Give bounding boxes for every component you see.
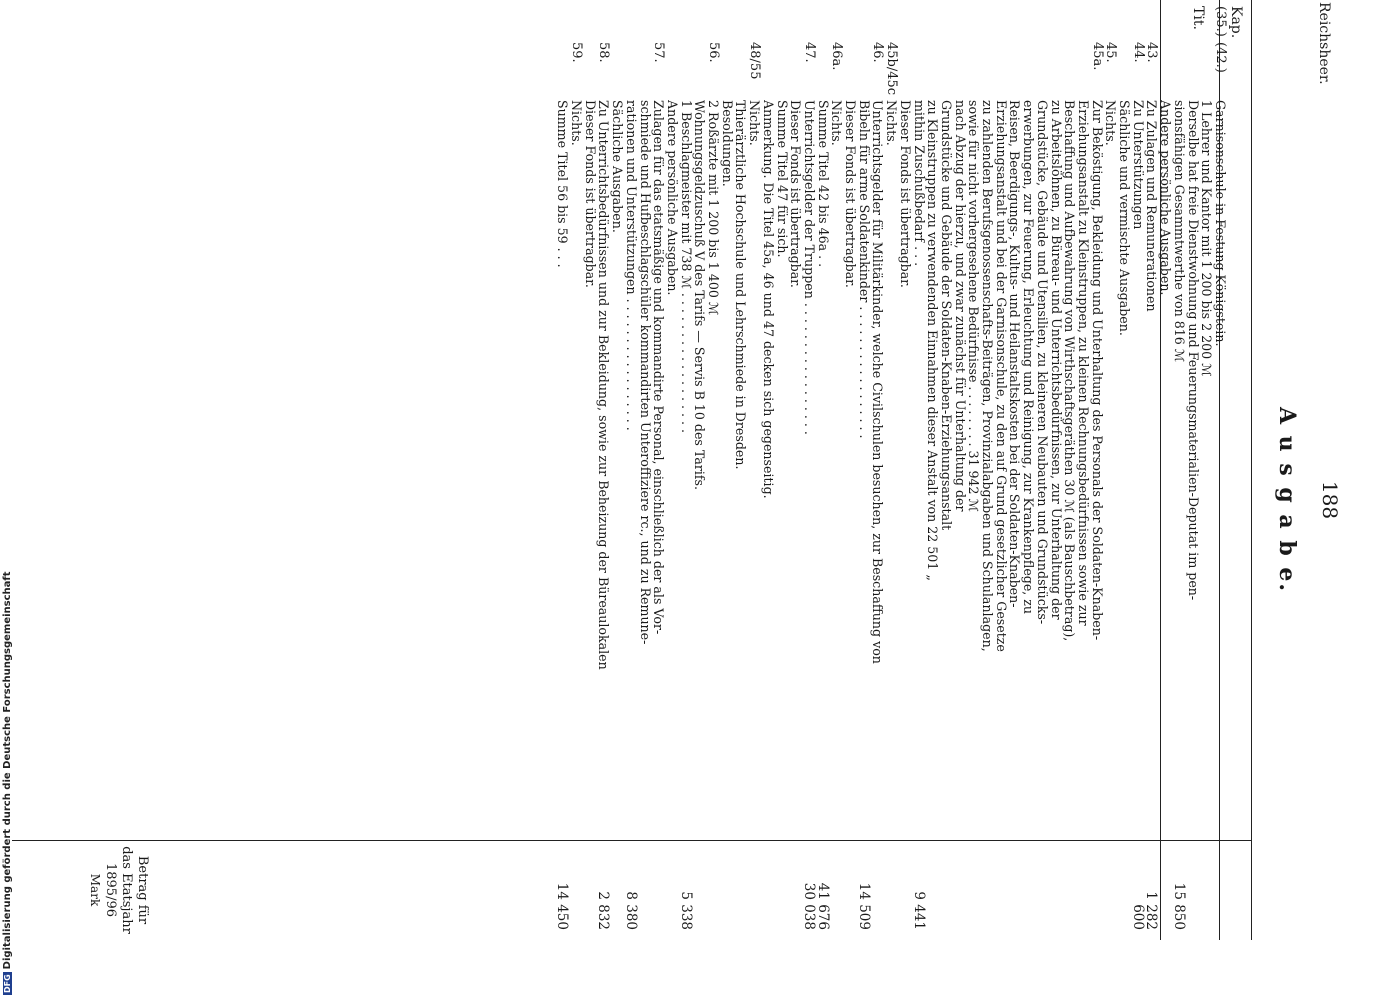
row-tit: 56. [706,42,722,63]
row-text: Sächliche und vermischte Ausgaben. [1117,100,1133,336]
page-number: 188 [1318,480,1342,520]
row-tit: 45. [1103,42,1119,63]
row-text: 1 Lehrer und Kantor mit 1 200 bis 2 200 ℳ [1199,100,1215,377]
row-text: Beschaffung und Aufbewahrung von Wirthschaftsgeräthen 30 ℳ (als Bauschbetrag), [1062,100,1078,642]
row-text: Nichts. [747,100,763,146]
row-amount: 41 676 [814,882,831,930]
row-tit: 58. [596,42,612,63]
row-text: Zu Zulagen und Remunerationen [1144,100,1160,312]
row-tit: 48/55 [747,42,763,80]
row-text: Andere persönliche Ausgaben. [1158,100,1174,296]
row-text: Nichts. [829,100,845,146]
row-text: erwerbungen, zur Feuerung, Erleuchtung und Reinigung, zur Krankenpflege, zu [1021,100,1037,615]
amount-column-rule [12,840,1252,841]
row-text: Erziehungsanstalt zu Kleinstruppen, zu kleinen Rechnungsbedürfnissen sowie zur [1076,100,1091,626]
row-text: Zu Unterrichtsbedürfnissen und zur Bekleidung, sowie zur Beheizung der Büreaulokalen [596,100,612,670]
row-text: Summe Titel 56 bis 59 . . . [555,100,571,268]
row-amount: 30 038 [801,882,817,930]
section-title: A u s g a b e. [1274,406,1300,594]
credit-text: Digitalisierung gefördert durch die Deutsche Forschungsgemeinschaft [2,571,13,970]
row-text: Dieser Fonds ist übertragbar. [582,100,598,288]
row-text: Dieser Fonds ist übertragbar. [788,100,804,288]
row-text: zu zahlenden Berufsgenossenschafts-Beiträgen, Provinzialabgaben und Schulanlagen, [980,100,996,652]
row-text: Derselbe hat freie Dienstwohnung und Feuerungsmaterialien-Deputat im pen- [1185,100,1201,601]
row-text: 1 Beschlagmeister mit 738 ℳ . . . . . . . . . . . . . . . . . . [678,100,694,434]
row-tit: (42.) [1213,42,1228,73]
col-amount-unit: Mark [88,873,102,907]
row-amount: 600 [1129,904,1146,930]
row-text: zu Kleinstruppen zu verwendenden Einnahmen dieser Anstalt von 22 501 „ [925,100,941,581]
row-tit: 45a. [1089,42,1105,71]
row-text: nach Abzug der hierzu, und zwar zunächst für Unterhaltung der [952,100,968,512]
row-text: sionsfähigen Gesammtwerthe von 816 ℳ [1171,100,1187,363]
row-text: Nichts. [569,100,585,146]
row-tit: 57. [651,42,667,63]
row-text: mithin Zuschußbedarf . . . [911,100,927,267]
row-amount: 8 380 [622,891,639,930]
row-text: Grundstücke, Gebäude und Utensilien, zu kleineren Neubauten und Grundstücks- [1034,100,1050,625]
row-text: Summe Titel 42 bis 46a . . [815,100,831,268]
row-text: Nichts. [884,100,900,146]
row-text: Dieser Fonds ist übertragbar. [897,100,913,288]
table-top-rule [1251,0,1252,940]
row-text: Grundstücke und Gebäude der Soldaten-Knaben-Erziehungsanstalt [939,100,954,531]
row-amount: 14 509 [855,882,872,930]
row-text: Besoldungen. [719,100,735,187]
row-amount: 1 282 [1143,891,1160,930]
row-tit: 45b/45c [884,42,900,96]
col-kap: Kap. [1228,6,1244,39]
row-amount: 5 338 [677,891,694,930]
row-text: Zulagen für das etatsmäßige und kommandirte Personal, einschließlich der als Vor- [651,100,667,635]
row-text: Dieser Fonds ist übertragbar. [843,100,859,288]
row-text: Anmerkung. Die Titel 45a, 46 und 47 decken sich gegenseitig. [760,100,776,499]
row-tit: 46a. [829,42,845,71]
row-text: Erziehungsanstalt und bei der Garnisonschule, zu den auf Grund gesetzlicher Gesetze [993,100,1009,652]
running-head: Reichsheer. [1316,2,1332,85]
row-amount: 15 850 [1170,882,1187,930]
row-text: Wohnungsgeldzuschuß V des Tarifs — Servis B 10 des Tarifs. [692,100,708,491]
col-amount-2: das Etatsjahr [119,846,134,934]
digitization-credit [2,571,13,995]
row-text: Zu Unterstützungen [1130,100,1146,230]
row-amount: 14 450 [554,882,571,930]
row-text: Summe Titel 47 für sich. [774,100,790,258]
row-amount: 2 832 [595,891,612,930]
row-text: Andere persönliche Ausgaben. [665,100,680,296]
col-amount-1: Betrag für [135,855,150,925]
row-text: Reisen, Beerdigungs-, Kultus- und Heilanstaltskosten bei der Soldaten-Knaben- [1007,100,1023,608]
row-text: Zur Beköstigung, Bekleidung und Unterhaltung des Personals der Soldaten-Knaben- [1089,100,1105,641]
row-text: Sächliche Ausgaben. [610,100,626,233]
row-text: Unterrichtsgelder für Militärkinder, welche Civilschulen besuchen, zur Beschaffung von [870,100,886,664]
row-text: Thierärztliche Hochschule und Lehrschmiede in Dresden. [733,100,749,470]
row-text: Bibeln für arme Soldatenkinder . . . . . . . . . . . . . . . . . [856,100,872,439]
row-kap: (35.) [1213,6,1228,37]
col-amount-3: 1895/96 [103,862,118,917]
row-tit: 43. [1144,42,1160,63]
row-text: sowie für nicht vorhergesehene Bedürfnisse . . . . . . . . 31 942 ℳ [966,100,982,513]
row-text: zu Arbeitslöhnen, zu Büreau- und Unterrichtsbedürfnissen, zur Unterhaltung der [1048,100,1064,620]
row-text: rationen und Unterstützungen . . . . . . . . . . . . . . . . . [623,100,639,431]
row-text: 2 Roßärzte mit 1 200 bis 1 400 ℳ [706,100,722,316]
dfg-logo: DFG [3,974,12,993]
row-text: Unterrichtsgelder der Truppen . . . . . . . . . . . . . . . . . [802,100,817,435]
row-tit: 46. [870,42,886,63]
row-tit: 44. [1130,42,1146,63]
row-tit: 47. [802,42,817,63]
row-text: schmiede und Hufbeschlagschüler kommandirten Unteroffiziere rc., und zu Remune- [637,100,653,645]
col-tit: Tit. [1190,6,1206,30]
row-tit: 59. [569,42,585,63]
row-text: Nichts. [1103,100,1119,146]
row-amount: 9 441 [910,891,927,930]
row-text: Garnisonschule in Festung Königstein. [1213,100,1228,347]
